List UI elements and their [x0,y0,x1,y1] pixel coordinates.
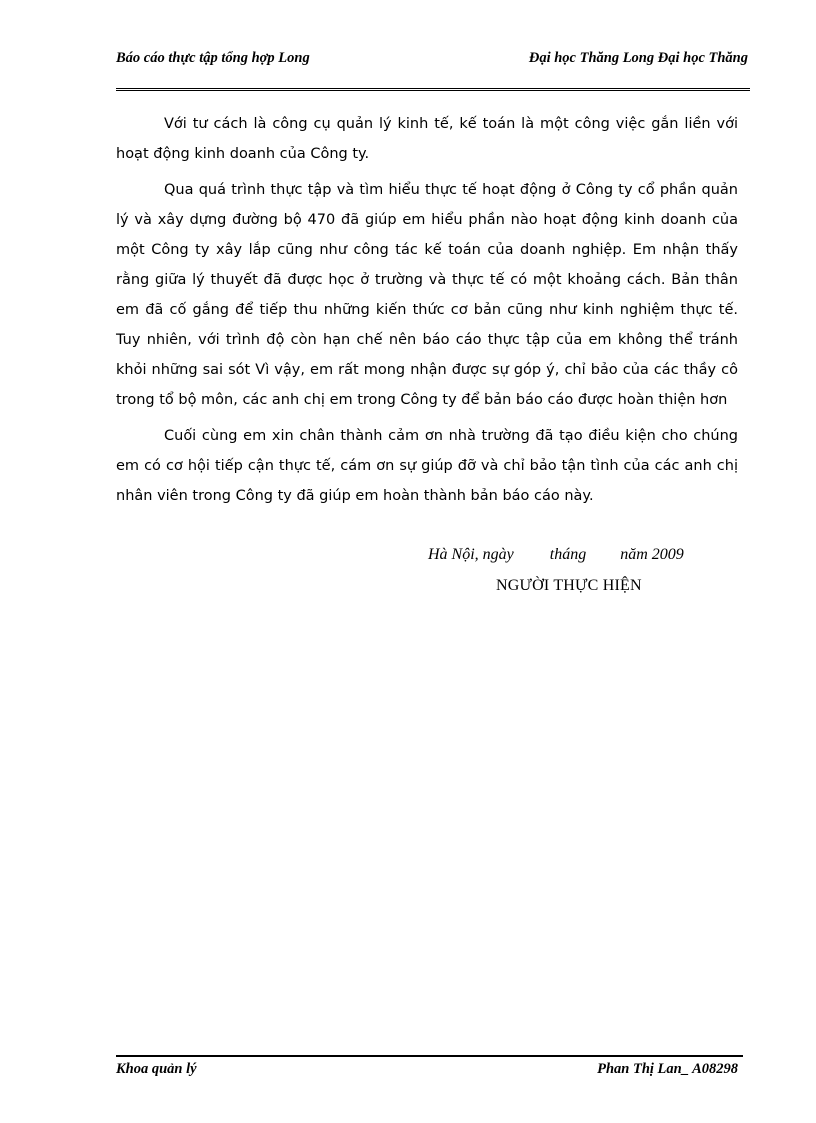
date-year: năm 2009 [620,546,684,563]
paragraph-3: Cuối cùng em xin chân thành cảm ơn nhà trường đã tạo điều kiện cho chúng em có cơ hội tiếp cận thực tế, cám ơn sự giúp đỡ và chỉ bảo tận tình của các anh chị nhân viên trong Công ty đã giúp em hoàn thành bản báo cáo này. [116,428,738,504]
signature-title: NGƯỜI THỰC HIỆN [496,577,642,594]
header-right-text: Đại học Thăng Long Đại học Thăng [528,50,748,66]
date-place: Hà Nội, ngày [428,546,514,563]
signature-date [428,546,684,564]
footer-left-text: Khoa quản lý [116,1061,197,1077]
date-month: tháng [549,546,587,563]
paragraph-1: Với tư cách là công cụ quản lý kinh tế, kế toán là một công việc gắn liền với hoạt động kinh doanh của Công ty. [116,116,738,162]
header-left-text: Báo cáo thực tập tổng hợp Long [116,50,310,66]
body-text [116,109,738,517]
paragraph-2: Qua quá trình thực tập và tìm hiểu thực tế hoạt động ở Công ty cổ phần quản lý và xây dựng đường bộ 470 đã giúp em hiểu phần nào hoạt động kinh doanh của một Công ty xây lắp cũng như công tác kế toán của doanh nghiệp. Em nhận thấy rằng giữa lý thuyết đã được học ở trường và thực tế có một khoảng cách. Bản thân em đã cố gắng để tiếp thu những kiến thức cơ bản cũng như kinh nghiệm thực tế. Tuy nhiên, với trình độ còn hạn chế nên báo cáo thực tập của em không thể tránh khỏi những sai sót Vì vậy, em rất mong nhận được sự góp ý, chỉ bảo của các thầy cô trong tổ bộ môn, các anh chị em trong Công ty để bản báo cáo được hoàn thiện hơn [116,182,738,408]
footer-divider [116,1055,743,1057]
footer-right-text: Phan Thị Lan_ A08298 [597,1061,738,1077]
page-header [116,50,750,91]
